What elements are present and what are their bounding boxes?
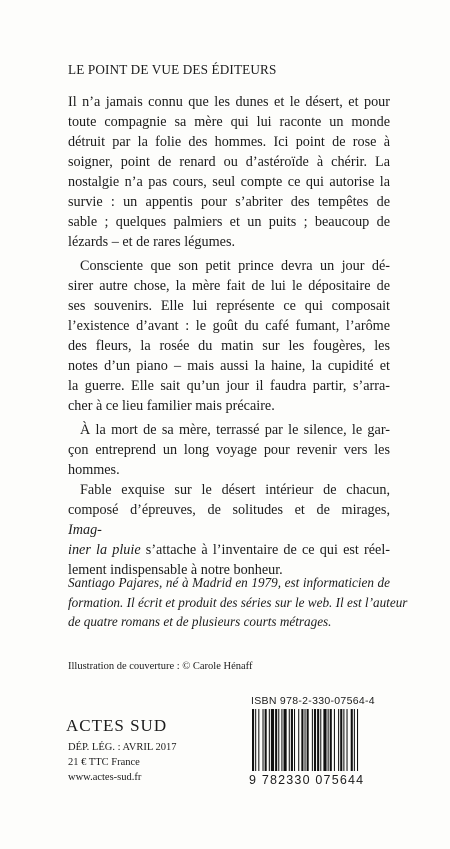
text-line: À la mort de sa mère, terrassé par le silence, le gar- bbox=[80, 422, 390, 438]
text-line: sable ; quelques palmiers et un puits ; beaucoup de bbox=[68, 214, 390, 230]
barcode-bar bbox=[289, 709, 290, 771]
isbn-label: ISBN 978-2-330-07564-4 bbox=[251, 695, 375, 707]
barcode-bar bbox=[351, 709, 353, 771]
barcode-digits: 9 782330 075644 bbox=[249, 773, 365, 787]
text-line: Consciente que son petit prince devra un jour dé- bbox=[80, 258, 390, 274]
barcode-bar bbox=[312, 709, 313, 771]
text-line: Il n’a jamais connu que les dunes et le désert, et pour bbox=[68, 94, 390, 110]
barcode-bar bbox=[307, 709, 309, 771]
barcode-bar bbox=[338, 709, 339, 771]
barcode-bar bbox=[258, 709, 259, 771]
text-line: lézards – et de rares légumes. bbox=[68, 234, 236, 250]
synopsis-paragraph-4 bbox=[68, 480, 390, 580]
text-line: cher à ce lieu familier mais précaire. bbox=[68, 398, 275, 414]
book-title-part: Imag- bbox=[68, 522, 102, 538]
text-line bbox=[68, 540, 390, 560]
text-line: soigner, point de renard ou d’astéroïde à chérir. La bbox=[68, 154, 390, 170]
text-line: la guerre. Elle sait qu’un jour il faudra partir, s’arra- bbox=[68, 378, 390, 394]
barcode-bar bbox=[354, 709, 355, 771]
book-title-part: iner la pluie bbox=[68, 542, 141, 558]
barcode-bar bbox=[314, 709, 316, 771]
author-bio bbox=[68, 573, 408, 632]
barcode-bar bbox=[320, 709, 321, 771]
barcode-bar bbox=[330, 709, 332, 771]
barcode-bar bbox=[275, 709, 277, 771]
text-line: sirer autre chose, la mère fait de lui le dépositaire de bbox=[68, 278, 390, 294]
text-line: survie : un appentis pour s’abriter des tempêtes de bbox=[68, 194, 390, 210]
barcode-bar bbox=[340, 709, 342, 771]
barcode-bar bbox=[269, 709, 270, 771]
barcode-bar bbox=[294, 709, 295, 771]
website-label: www.actes-sud.fr bbox=[68, 772, 142, 783]
bio-line: Santiago Pajares, né à Madrid en 1979, est informaticien de bbox=[68, 575, 390, 590]
barcode-bar bbox=[317, 709, 319, 771]
text-line: toute compagnie sa mère qui lui raconte un monde bbox=[68, 114, 390, 130]
barcode-bar bbox=[252, 709, 254, 771]
synopsis-paragraph-3 bbox=[68, 420, 390, 480]
barcode-bar bbox=[255, 709, 256, 771]
barcode-bar bbox=[281, 709, 282, 771]
text-line: Fable exquise sur le désert intérieur de chacun, bbox=[80, 482, 390, 498]
barcode-bar bbox=[305, 709, 306, 771]
text-line: notes d’un piano – mais aussi la haine, la cupidité et bbox=[68, 358, 390, 374]
barcode-bar bbox=[265, 709, 267, 771]
bio-line: formation. Il écrit et produit des séries sur le web. Il est l’auteur bbox=[68, 594, 408, 610]
text-line: détruit par la folie des hommes. Ici point de rose à bbox=[68, 134, 390, 150]
text-line: composé d’épreuves, de solitudes et de mirages, bbox=[68, 502, 390, 518]
barcode-bar bbox=[291, 709, 293, 771]
text-line: nostalgie n’a pas cours, seul compte ce qui autorise la bbox=[68, 174, 390, 190]
text-line bbox=[68, 520, 390, 540]
text-line: çon entreprend un long voyage pour revenir vers les bbox=[68, 442, 390, 458]
barcode-bar bbox=[271, 709, 274, 771]
barcode-bar bbox=[284, 709, 287, 771]
synopsis-paragraph-1 bbox=[68, 92, 390, 252]
cover-credit: Illustration de couverture : © Carole Hénaff bbox=[68, 661, 253, 672]
text-run: lement bbox=[68, 562, 111, 578]
publisher-logo: ACTES SUD bbox=[66, 716, 168, 735]
text-line: ses souvenirs. Elle lui représente ce qui composait bbox=[68, 298, 390, 314]
section-heading: LE POINT DE VUE DES ÉDITEURS bbox=[68, 62, 277, 77]
text-line: hommes. bbox=[68, 462, 120, 478]
text-line: l’existence d’avant : le goût du café fumant, l’arôme bbox=[68, 318, 390, 334]
barcode bbox=[251, 709, 393, 771]
legal-deposit: DÉP. LÉG. : AVRIL 2017 bbox=[68, 742, 177, 753]
barcode-bar bbox=[347, 709, 348, 771]
synopsis-paragraph-2 bbox=[68, 256, 390, 416]
price-label: 21 € TTC France bbox=[68, 757, 140, 768]
barcode-bar bbox=[323, 709, 326, 771]
barcode-bar bbox=[301, 709, 303, 771]
barcode-bar bbox=[278, 709, 279, 771]
barcode-bar bbox=[357, 709, 358, 771]
barcode-bar bbox=[263, 709, 264, 771]
barcode-bar bbox=[334, 709, 335, 771]
bio-line: de quatre romans et de plusieurs courts métrages. bbox=[68, 614, 332, 629]
text-run: s’attache à l’inventaire de ce qui est réel- bbox=[140, 542, 390, 558]
text-run: indispensable à notre bonheur. bbox=[110, 562, 283, 578]
barcode-bar bbox=[343, 709, 344, 771]
barcode-bar bbox=[328, 709, 329, 771]
barcode-bar bbox=[298, 709, 299, 771]
text-line: des fleurs, la rosée du matin sur les fougères, les bbox=[68, 338, 390, 354]
